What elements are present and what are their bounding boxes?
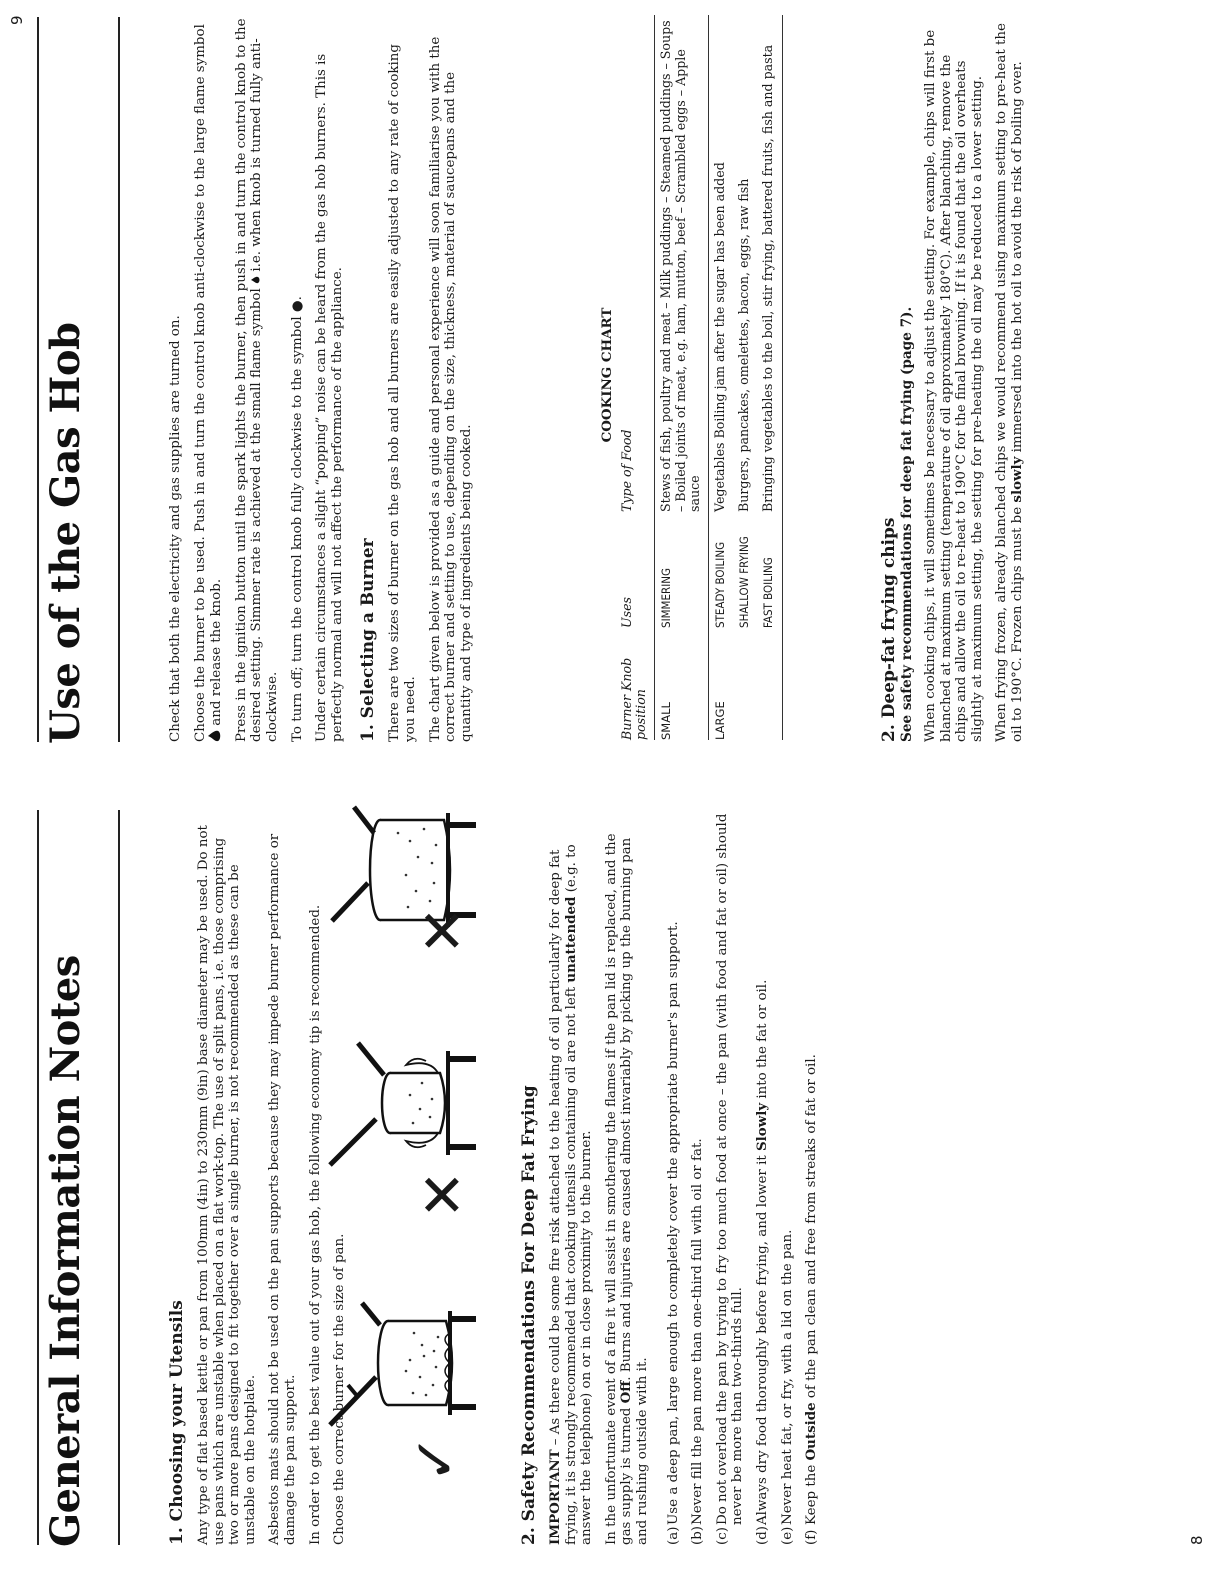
title-rule-bottom: [118, 810, 120, 1545]
list-item: [690, 810, 706, 1545]
chart-cell-position: SMALL: [659, 702, 674, 740]
section-heading: 1. Choosing your Utensils: [167, 1300, 187, 1545]
paragraph: Asbestos mats should not be used on the pan supports because they may impede burner performance or damage the pan support.: [267, 833, 298, 1545]
text-run: immersed into the hot oil to avoid the risk of boiling over.: [1009, 61, 1025, 457]
section-heading: 2. Safety Recommendations For Deep Fat Frying: [519, 1085, 539, 1545]
text-emphasis: Outside: [803, 1402, 820, 1461]
text-run: Do not overload the pan by trying to fry too much food at once – the pan (with food and fat or oil) should never be more than two-thirds full.: [714, 813, 746, 1525]
header-food: Type of Food: [620, 15, 655, 512]
paragraph: To turn off; turn the control knob fully clockwise to the symbol ●.: [289, 296, 305, 742]
section-subheading: See safety recommendations for deep fat frying (page 7).: [899, 306, 915, 742]
list-label: (d): [754, 1525, 770, 1545]
paragraph: [604, 810, 651, 1545]
list-item: [780, 810, 796, 1545]
unattended-emphasis: unattended: [562, 896, 579, 983]
chart-row: [757, 15, 782, 740]
paragraph: Under certain circumstances a slight “popping” noise can be heard from the gas hob burners. This is perfectly normal and will not affect the performance of the appliance.: [314, 53, 345, 742]
right-page: [0, 0, 1225, 780]
chart-cell-position: [757, 628, 782, 740]
cooking-chart-title: COOKING CHART: [599, 307, 615, 443]
list-item: [715, 810, 746, 1545]
correct-pan-illustration: [318, 1285, 492, 1483]
chips-section: [880, 17, 1035, 742]
cross-icon: ✕: [409, 906, 477, 955]
list-label: (a): [665, 1526, 681, 1545]
chart-cell-use: SIMMERING: [659, 567, 674, 628]
small-pan-illustration: [318, 1025, 492, 1219]
chart-row: [655, 15, 709, 740]
list-label: (f): [804, 1529, 820, 1545]
chart-cell-food: Burgers, pancakes, omelettes, bacon, eggs, raw fish: [736, 178, 752, 512]
page-number: 9: [8, 15, 26, 25]
paragraph: Any type of flat based kettle or pan from 100mm (4in) to 230mm (9in) base diameter may be used. Do not use pans which are unstable when placed on a flat work-top. The use of split pans, i.e. those comprising two or more pans designed to fit together over a single burner, is not recommended as these can be unstable on the hotplate.: [196, 825, 258, 1545]
important-label: IMPORTANT: [547, 1449, 563, 1545]
title-rule-top: [37, 17, 39, 742]
text-run: In the unfortunate event of a fire it will assist in smothering the flames if the pan lid is replaced, and the gas supply is turned: [603, 833, 635, 1545]
paragraph: In order to get the best value out of your gas hob, the following economy tip is recommended.: [307, 904, 323, 1545]
title-rule-top: [37, 810, 39, 1545]
paragraph: [193, 17, 225, 742]
pan-on-burner-icon: [318, 1285, 488, 1455]
list-text: [690, 810, 706, 1525]
safety-section: [520, 810, 829, 1545]
paragraph: Check that both the electricity and gas supplies are turned on.: [168, 315, 183, 742]
off-emphasis: Off: [618, 1380, 635, 1404]
text-run: and release the knob.: [209, 578, 225, 730]
list-item: [804, 810, 820, 1545]
page-title: Use of the Gas Hob: [42, 322, 89, 744]
page-title: General Information Notes: [42, 955, 89, 1547]
chart-cell-use: STEADY BOILING: [709, 512, 734, 628]
chart-body: [655, 15, 782, 740]
list-text: [666, 810, 682, 1525]
slowly-emphasis: slowly: [1008, 456, 1025, 503]
text-run: Keep the: [804, 1460, 820, 1525]
large-flame-icon: [208, 730, 222, 742]
text-run: (e.g. to answer the telephone) on or in close proximity to the burner.: [563, 844, 595, 1545]
title-rule-bottom: [118, 17, 120, 742]
list-label: (e): [779, 1526, 795, 1545]
chart-row: [733, 15, 757, 740]
text-run: i.e. when knob is turned fully anti-clockwise.: [249, 38, 280, 742]
text-run: Always dry food thoroughly before frying, and lower it: [754, 1150, 770, 1525]
text-run: – As there could be some fire risk attached to the heating of oil particularly for deep fat frying, it is strongly recommended that cooking utensils containing oil are not left: [548, 849, 579, 1545]
text-run: Choose the burner to be used. Push in and turn the control knob anti-clockwise to the large flame symbol: [192, 24, 208, 742]
chart-cell-use: SHALLOW FRYING: [737, 536, 752, 628]
chart-header-row: [620, 15, 655, 740]
chart-cell-position: LARGE: [709, 628, 734, 740]
section-heading: 2. Deep-fat frying chips: [879, 517, 899, 742]
text-run: Use a deep pan, large enough to completely cover the appropriate burner's pan support.: [665, 921, 681, 1525]
list-label: (c): [714, 1527, 730, 1545]
section-heading: 1. Selecting a Burner: [358, 538, 379, 742]
chart-cell-food: Bringing vegetables to the boil, stir frying, battered fruits, fish and pasta: [757, 15, 782, 512]
paragraph: There are two sizes of burner on the gas hob and all burners are easily adjusted to any rate of cooking you need.: [387, 43, 418, 742]
page-number: 8: [1188, 1535, 1206, 1545]
left-page: [0, 795, 1225, 1585]
text-run: . Burns and injuries are caused almost invariably by picking up the burning pan and rushing outside with it.: [619, 837, 650, 1545]
text-run: into the fat or oil.: [754, 979, 770, 1103]
header-position: Burner Knob position: [620, 628, 655, 740]
list-text: [715, 810, 746, 1525]
text-run: of the pan clean and free from streaks of fat or oil.: [804, 1054, 820, 1403]
text-run: Never fill the pan more than one-third full with oil or fat.: [690, 1138, 706, 1525]
text-run: When frying frozen, already blanched chips we would recommend using maximum setting to pre-heat the oil to 190°C. Frozen chips must be: [994, 23, 1025, 742]
cross-icon: ✕: [409, 1170, 477, 1219]
large-pan-illustration: [318, 795, 492, 955]
chart-cell-food: Stews of fish, poultry and meat – Milk puddings – Steamed puddings – Soups – Boiled joints of meat, e.g. ham, mutton, beef – Scrambled eggs – Apple sauce: [658, 20, 702, 512]
cooking-chart: [620, 15, 783, 740]
text-emphasis: Slowly: [753, 1102, 770, 1151]
check-icon: ✓: [401, 1434, 469, 1483]
paragraph: The chart given below is provided as a guide and personal experience will soon familiarise you with the correct burner and setting to use, depending on the size, thickness, material of saucepans and the quantity and type of ingredients being cooked.: [427, 36, 474, 742]
paragraph: Choose the correct burner for the size of pan.: [332, 1233, 348, 1545]
chart-cell-use: FAST BOILING: [757, 512, 782, 628]
chart-cell-food: Vegetables Boiling jam after the sugar has been added: [709, 15, 734, 512]
intro-section: [168, 17, 483, 742]
safety-list: [666, 810, 820, 1545]
paragraph: [994, 17, 1025, 742]
text-run: Press in the ignition button until the spark lights the burner, then push in and turn the control knob to the desired setting. Simmer rate is achieved at the small flame symbol: [233, 18, 265, 742]
list-label: (b): [690, 1525, 706, 1545]
list-text: [780, 810, 796, 1525]
paragraph: [548, 810, 595, 1545]
text-run: Never heat fat, or fry, with a lid on the pan.: [779, 1229, 795, 1525]
chart-row: [709, 15, 734, 740]
paragraph: [234, 17, 281, 742]
list-text: [804, 810, 820, 1525]
chart-cell-position: [733, 628, 757, 740]
list-item: [755, 810, 771, 1545]
small-flame-icon: [251, 276, 261, 284]
list-text: [755, 810, 771, 1525]
paragraph: When cooking chips, it will sometimes be necessary to adjust the setting. For example, chips will first be blanched at maximum setting (temperature of oil approximately 180°C). After blanching, remove the chips and allow the oil to re-heat to 190°C for the final browning. If it is found that the oil overheats slightly at maximum setting, the setting for pre-heating the oil may be reduced to a lower setting.: [923, 29, 985, 742]
list-item: [666, 810, 682, 1545]
header-uses: Uses: [620, 512, 655, 628]
